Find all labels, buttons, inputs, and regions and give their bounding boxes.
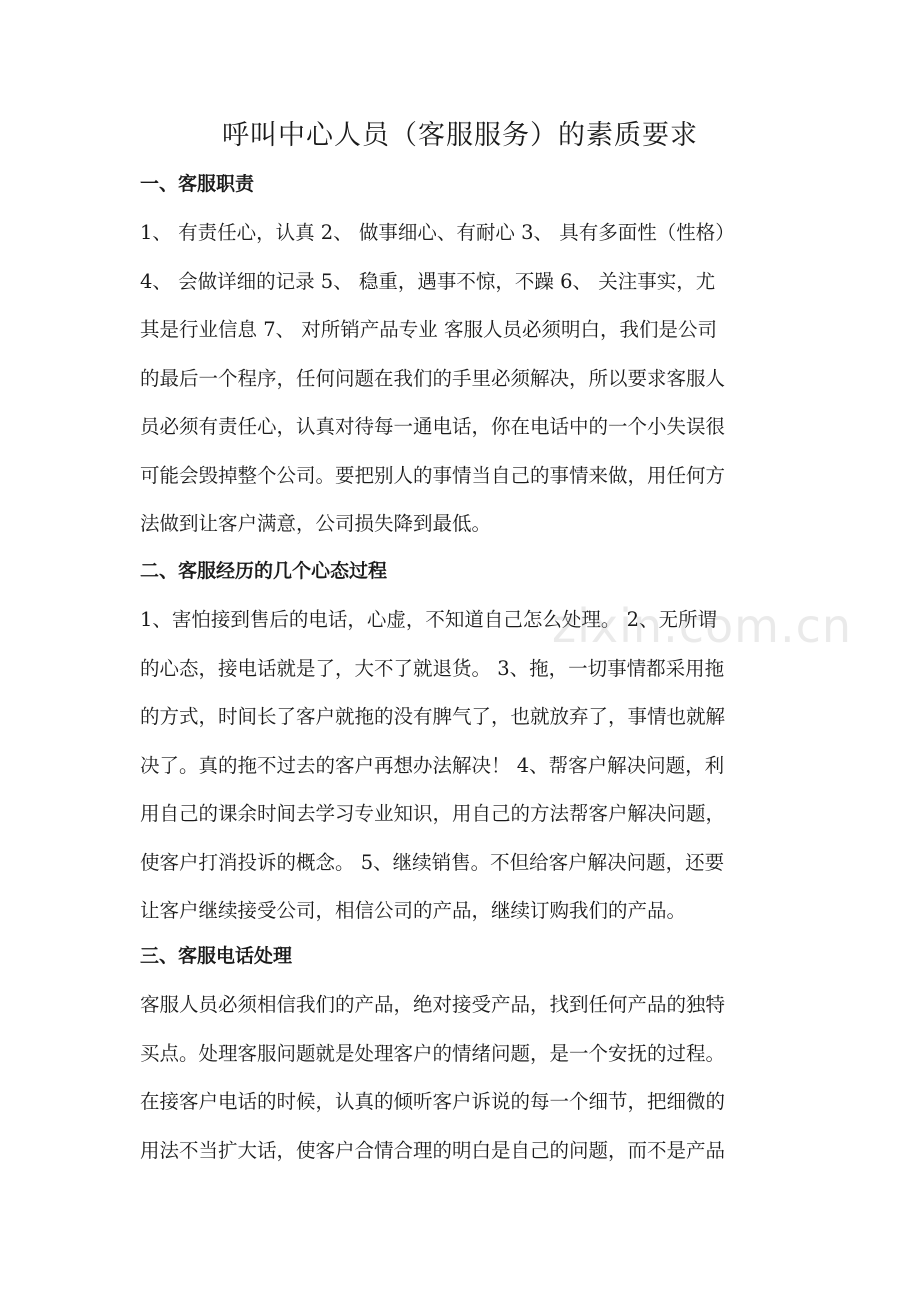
text-line: 客服人员必须相信我们的产品，绝对接受产品，找到任何产品的独特 <box>140 993 726 1016</box>
document-title: 呼叫中心人员（客服服务）的素质要求 <box>222 120 698 151</box>
text-line: 1、 有责任心，认真 2、 做事细心、有耐心 3、 具有多面性（性格） <box>140 221 735 244</box>
text-line: 使客户打消投诉的概念。 5、继续销售。不但给客户解决问题，还要 <box>140 850 725 874</box>
text-line: 的最后一个程序，任何问题在我们的手里必须解决，所以要求客服人 <box>140 366 726 390</box>
text-line: 法做到让客户满意，公司损失降到最低。 <box>140 512 492 535</box>
section-body-duties <box>140 209 790 549</box>
section-heading-duties: 一、客服职责 <box>140 173 255 195</box>
section-body-mindset <box>140 596 790 936</box>
text-line: 买点。处理客服问题就是处理客户的情绪问题，是一个安抚的过程。 <box>140 1041 726 1065</box>
text-line: 让客户继续接受公司，相信公司的产品，继续订购我们的产品。 <box>140 899 687 922</box>
watermark: zixin.com.cn <box>552 599 853 653</box>
text-line: 1、害怕接到售后的电话，心虚，不知道自己怎么处理。 2、无所谓 <box>140 608 718 631</box>
section-heading-mindset: 二、客服经历的几个心态过程 <box>140 560 388 582</box>
text-line: 用法不当扩大话，使客户合情合理的明白是自己的问题，而不是产品 <box>140 1138 726 1162</box>
text-line: 的方式，时间长了客户就拖的没有脾气了，也就放弃了，事情也就解 <box>140 705 726 728</box>
text-line: 的心态，接电话就是了，大不了就退货。 3、拖，一切事情都采用拖 <box>140 656 725 680</box>
text-line: 员必须有责任心，认真对待每一通电话，你在电话中的一个小失误很 <box>140 415 726 438</box>
text-line: 4、 会做详细的记录 5、 稳重，遇事不惊，不躁 6、 关注事实，尤 <box>140 269 716 293</box>
section-heading-phone-handling: 三、客服电话处理 <box>140 945 293 967</box>
text-line: 在接客户电话的时候，认真的倾听客户诉说的每一个细节，把细微的 <box>140 1090 726 1113</box>
text-line: 可能会毁掉整个公司。要把别人的事情当自己的事情来做，用任何方 <box>140 463 726 487</box>
text-line: 其是行业信息 7、 对所销产品专业 客服人员必须明白，我们是公司 <box>140 318 718 341</box>
section-body-phone-handling <box>140 981 790 1175</box>
text-line: 决了。真的拖不过去的客户再想办法解决！ 4、帮客户解决问题，利 <box>140 753 725 777</box>
text-line: 用自己的课余时间去学习专业知识，用自己的方法帮客户解决问题， <box>140 802 726 825</box>
